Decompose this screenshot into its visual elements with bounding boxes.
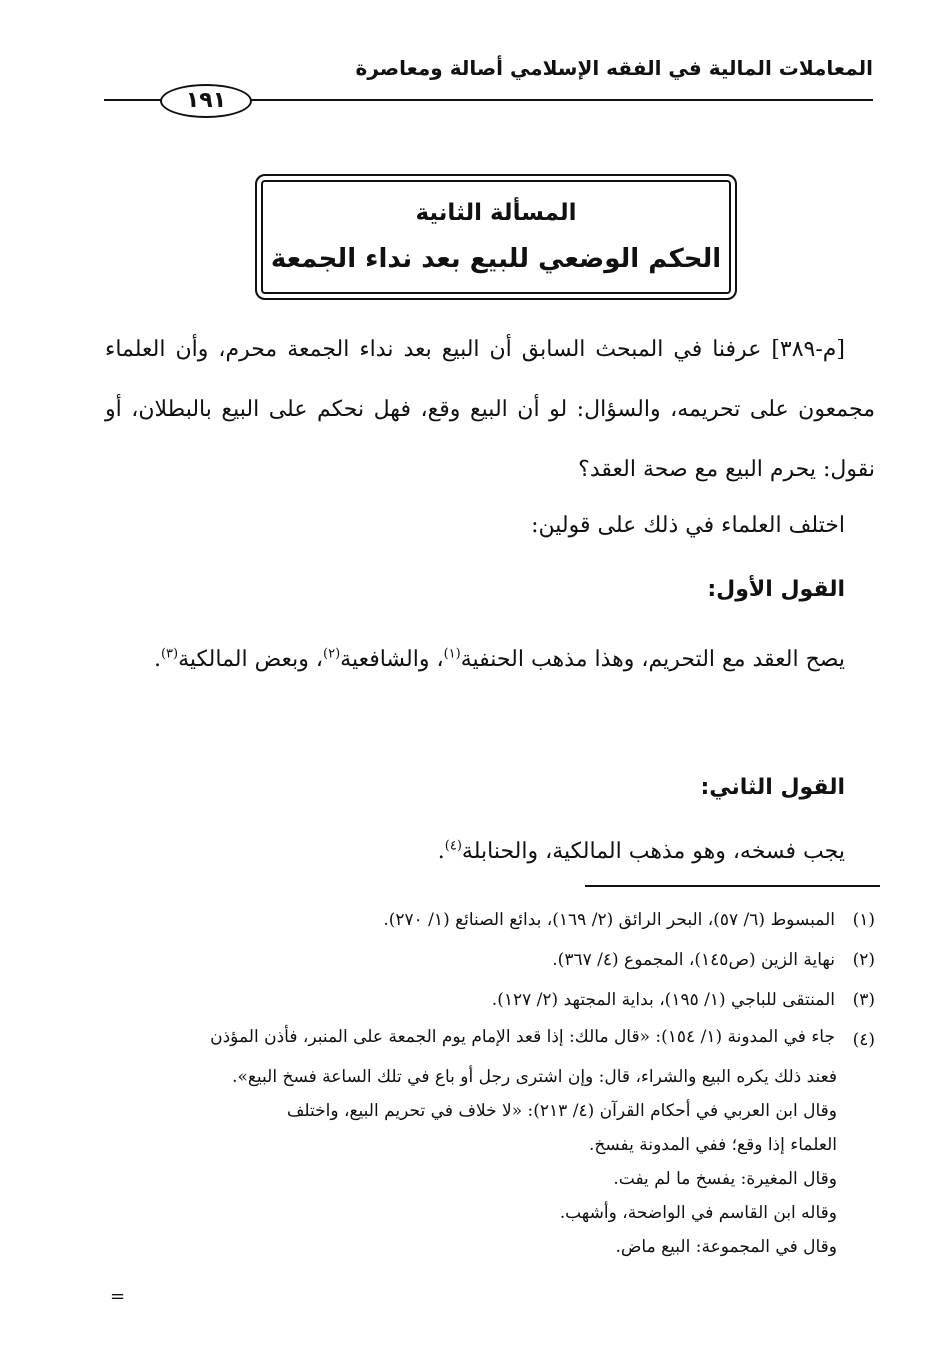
footnote-2-text: نهاية الزين (ص١٤٥)، المجموع (٤/ ٣٦٧).: [552, 950, 835, 970]
footnote-2: [110, 940, 875, 980]
footnote-4-line-5: وقال المغيرة: يفسخ ما لم يفت.: [613, 1169, 837, 1189]
para-4-text-b: .: [437, 839, 445, 864]
para-3-text-b: ، والشافعية: [340, 647, 444, 672]
footnote-1-mark: (١): [852, 910, 875, 930]
footnote-4-line-4: العلماء إذا وقع؛ ففي المدونة يفسخ.: [588, 1135, 837, 1155]
section-title-line-2: الحكم الوضعي للبيع بعد نداء الجمعة: [270, 244, 722, 274]
footnote-ref-4[interactable]: (٤): [444, 838, 462, 854]
para-3-text-d: .: [153, 647, 161, 672]
footnote-4-line-2: فعند ذلك يكره البيع والشراء، قال: وإن اشترى رجل أو باع في تلك الساعة فسخ البيع».: [232, 1067, 837, 1087]
footnote-ref-3[interactable]: (٣): [160, 646, 179, 662]
section-title-box: [255, 174, 737, 300]
footnote-4: [110, 1020, 875, 1060]
para-4-text-a: يجب فسخه، وهو مذهب المالكية، والحنابلة: [461, 839, 845, 864]
footnote-1: [110, 900, 875, 940]
footnote-3-text: المنتقى للباجي (١/ ١٩٥)، بداية المجتهد (٢/ ١٢٧).: [491, 990, 835, 1010]
footnote-4-line-3: وقال ابن العربي في أحكام القرآن (٤/ ٢١٣): «لا خلاف في تحريم البيع، واختلف: [286, 1101, 837, 1121]
running-header-title: المعاملات المالية في الفقه الإسلامي أصالة ومعاصرة: [355, 56, 873, 80]
para-3-text-c: ، وبعض المالكية: [178, 647, 324, 672]
para-3-text-a: يصح العقد مع التحريم، وهذا مذهب الحنفية: [460, 647, 845, 672]
section-title-line-1: المسألة الثانية: [415, 200, 577, 226]
heading-first-opinion: القول الأول:: [707, 577, 845, 602]
footnote-1-text: المبسوط (٦/ ٥٧)، البحر الرائق (٢/ ١٦٩)، بدائع الصنائع (١/ ٢٧٠).: [383, 910, 835, 930]
heading-second-opinion: القول الثاني:: [700, 775, 845, 800]
footnote-separator: [585, 885, 880, 887]
footnote-3-mark: (٣): [852, 990, 875, 1010]
footnote-4-line-6: وقاله ابن القاسم في الواضحة، وأشهب.: [559, 1203, 837, 1223]
footnote-4-line-1: جاء في المدونة (١/ ١٥٤): «قال مالك: إذا قعد الإمام يوم الجمعة على المنبر، فأذن المؤذن: [210, 1027, 835, 1047]
footnotes: [110, 900, 875, 1264]
body-paragraph-3: [105, 630, 875, 690]
body-paragraph-2: اختلف العلماء في ذلك على قولين:: [531, 513, 845, 538]
footnote-ref-1[interactable]: (١): [443, 646, 461, 662]
page-number: ١٩١: [160, 84, 252, 118]
footnote-4-line-7: وقال في المجموعة: البيع ماض.: [615, 1237, 837, 1257]
continuation-mark: =: [110, 1286, 126, 1307]
body-paragraph-1: [م-٣٨٩] عرفنا في المبحث السابق أن البيع بعد نداء الجمعة محرم، وأن العلماء مجمعون على تحريمه، والسؤال: لو أن البيع وقع، فهل نحكم على البيع بالبطلان، أو نقول: يحرم البيع مع صحة العقد؟: [105, 337, 875, 482]
footnote-3: [110, 980, 875, 1020]
footnote-4-mark: (٤): [852, 1030, 875, 1050]
footnote-2-mark: (٢): [852, 950, 875, 970]
body-paragraph-4: [105, 822, 875, 882]
footnote-ref-2[interactable]: (٢): [323, 646, 341, 662]
